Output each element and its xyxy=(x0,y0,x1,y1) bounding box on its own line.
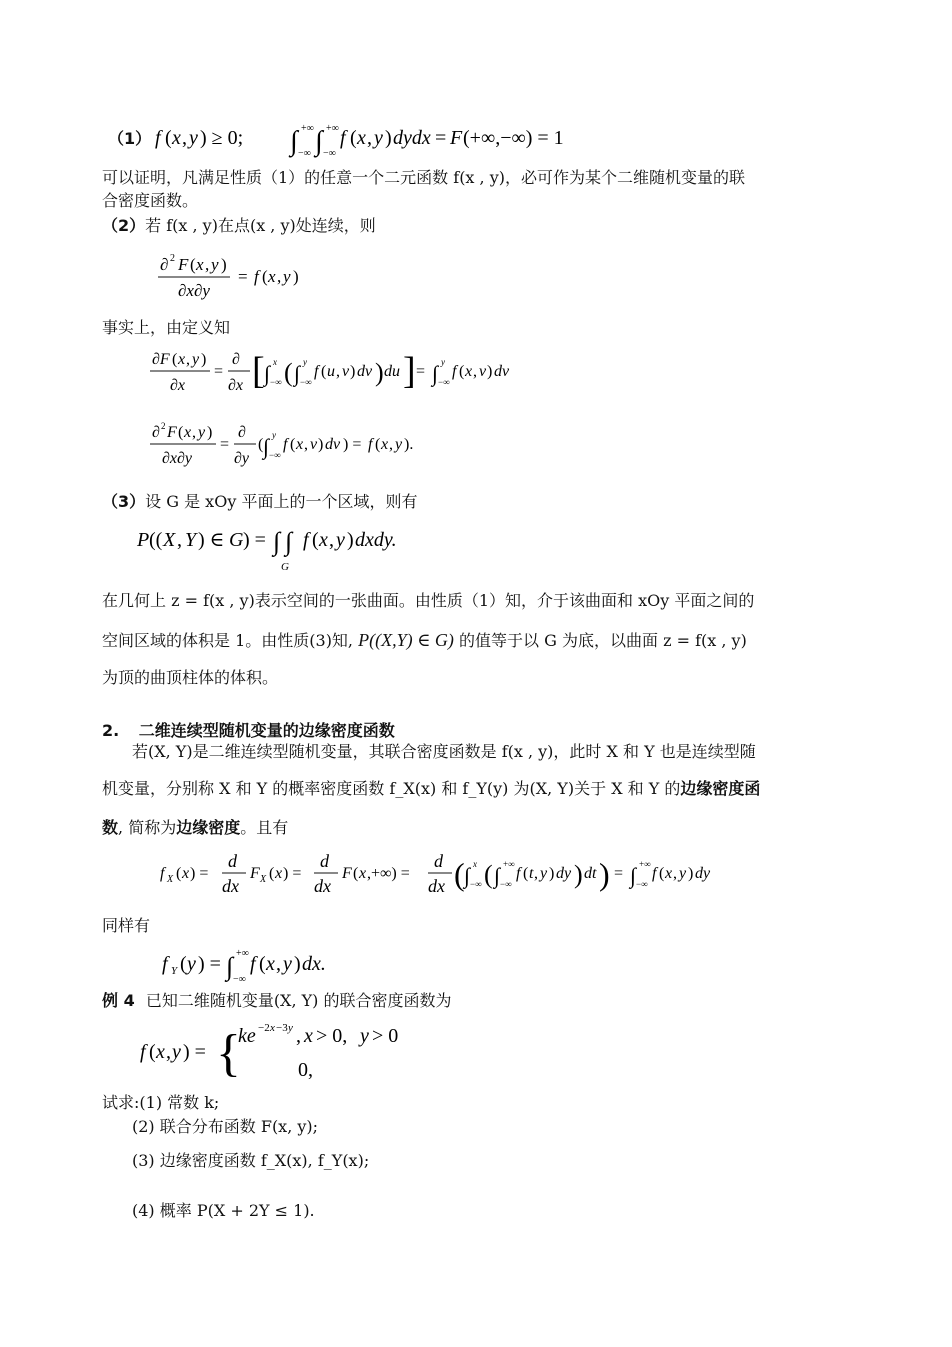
svg-text:,+∞) =: ,+∞) = xyxy=(367,865,410,882)
svg-text:∂F: ∂F xyxy=(152,351,170,368)
svg-text:dy: dy xyxy=(695,865,711,882)
svg-text:,: , xyxy=(329,529,334,551)
task-2: (2) 联合分布函数 F(x, y); xyxy=(132,1117,319,1136)
svg-text:2: 2 xyxy=(161,421,166,431)
svg-text:+∞: +∞ xyxy=(639,859,651,869)
svg-text:f: f xyxy=(340,127,346,149)
svg-text:(: ( xyxy=(375,436,381,453)
svg-text:=: = xyxy=(416,363,426,380)
svg-text:y: y xyxy=(303,357,307,367)
svg-text:∫: ∫ xyxy=(226,952,234,981)
svg-text:x: x xyxy=(465,363,473,380)
svg-text:dv: dv xyxy=(325,436,341,453)
svg-text:dy: dy xyxy=(556,865,572,882)
svg-text:d: d xyxy=(228,851,237,871)
svg-text:) ≥ 0;: ) ≥ 0; xyxy=(200,127,244,149)
svg-text:F: F xyxy=(342,865,352,882)
svg-text:x: x xyxy=(665,865,673,882)
svg-text:(: ( xyxy=(353,865,359,882)
svg-text:).: ). xyxy=(404,436,414,453)
svg-text:,: , xyxy=(367,127,372,149)
svg-text:y: y xyxy=(187,953,196,975)
marginal-line2-b: f_X(x) 和 f_Y(y) 为(X, Y)关于 X 和 Y 的 xyxy=(389,779,681,798)
geometry-line2-formula: P((X,Y) ∈ G) xyxy=(358,630,454,650)
svg-text:−∞: −∞ xyxy=(323,148,336,159)
property3-text: 设 G 是 xOy 平面上的一个区域，则有 xyxy=(145,492,418,511)
svg-text:x: x xyxy=(178,351,186,368)
svg-text:y: y xyxy=(192,351,200,368)
svg-text:) =: ) = xyxy=(198,953,221,975)
svg-text:): ) xyxy=(385,127,392,149)
svg-text:y: y xyxy=(395,436,403,453)
svg-text:(: ( xyxy=(176,865,182,882)
svg-text:): ) xyxy=(574,860,583,889)
svg-text:): ) xyxy=(221,255,227,274)
geometry-line1: 在几何上 z = f(x , y)表示空间的一张曲面。由性质（1）知，介于该曲面和 xOy 平面之间的 xyxy=(102,591,755,610)
svg-text:[: [ xyxy=(252,350,265,392)
svg-text:(: ( xyxy=(262,267,268,286)
svg-text:∫: ∫ xyxy=(273,527,281,556)
fact-text: 事实上，由定义知 xyxy=(102,318,231,337)
svg-text:{: { xyxy=(216,1025,241,1082)
svg-text:∫: ∫ xyxy=(464,863,471,888)
svg-text:x: x xyxy=(172,127,181,149)
svg-text:=: = xyxy=(220,436,230,453)
task-4: (4) 概率 P(X + 2Y ≤ 1). xyxy=(132,1201,315,1220)
svg-text:(: ( xyxy=(523,865,529,882)
eq-marginal-fy xyxy=(160,942,380,986)
svg-text:∂: ∂ xyxy=(160,255,169,274)
svg-text:=: = xyxy=(214,363,224,380)
svg-text:): ) xyxy=(201,351,207,368)
svg-text:(: ( xyxy=(659,865,665,882)
svg-text:ke: ke xyxy=(238,1025,256,1047)
svg-text:−∞: −∞ xyxy=(269,450,281,460)
svg-text:dv: dv xyxy=(357,363,373,380)
svg-text:): ) xyxy=(375,358,384,387)
svg-text:(: ( xyxy=(312,529,319,551)
svg-text:du: du xyxy=(384,363,400,380)
svg-text:0,: 0, xyxy=(298,1059,313,1081)
marginal-line3-a: , 简称为 xyxy=(118,818,177,837)
para1-line1: 可以证明，凡满足性质（1）的任意一个二元函数 f(x , y)，必可作为某个二维随机变量的联 xyxy=(102,168,745,187)
geometry-line2-a: 空间区域的体积是 1。由性质(3)知, xyxy=(102,631,354,650)
svg-text:,: , xyxy=(166,1041,171,1063)
eq-partial-second xyxy=(150,418,470,474)
eq-probability-region xyxy=(135,520,435,574)
svg-text:∂x: ∂x xyxy=(228,377,244,394)
svg-text:x: x xyxy=(268,267,276,286)
svg-text:v: v xyxy=(342,363,350,380)
svg-text:(: ( xyxy=(190,255,196,274)
svg-text:,: , xyxy=(673,865,677,882)
svg-text:f: f xyxy=(368,436,373,453)
svg-text:y: y xyxy=(198,424,206,441)
svg-text:∂: ∂ xyxy=(232,351,240,368)
svg-text:f: f xyxy=(254,267,259,286)
example4-row xyxy=(102,990,452,1012)
task-1: 试求:(1) 常数 k; xyxy=(102,1093,220,1112)
svg-text:F: F xyxy=(450,127,463,149)
svg-text:x: x xyxy=(304,1025,313,1047)
svg-text:d: d xyxy=(434,851,443,871)
svg-text:x: x xyxy=(359,865,367,882)
section2-number: 2. xyxy=(102,721,120,740)
svg-text:∫: ∫ xyxy=(294,361,301,386)
eq-mixed-partial xyxy=(158,250,358,306)
task-3: (3) 边缘密度函数 f_X(x), f_Y(x); xyxy=(132,1151,370,1170)
marginal-term-1: 数 xyxy=(102,818,119,837)
svg-text:=: = xyxy=(614,865,624,882)
svg-text:x: x xyxy=(275,865,283,882)
svg-text:−∞: −∞ xyxy=(470,879,482,889)
svg-text:−3: −3 xyxy=(276,1022,288,1034)
svg-text:(: ( xyxy=(172,351,178,368)
svg-text:(: ( xyxy=(178,424,184,441)
svg-text:dv: dv xyxy=(494,363,510,380)
svg-text:) =: ) = xyxy=(343,436,362,453)
svg-text:): ) xyxy=(350,363,356,380)
svg-text:u: u xyxy=(327,363,335,380)
geometry-line3: 为顶的曲顶柱体的体积。 xyxy=(102,668,279,687)
svg-text:f: f xyxy=(283,436,288,453)
svg-text:G: G xyxy=(229,529,244,551)
svg-text:−∞: −∞ xyxy=(636,879,648,889)
property3-label: （3） xyxy=(102,492,146,511)
svg-text:x: x xyxy=(270,1022,275,1034)
property1-label: （1） xyxy=(108,129,152,148)
svg-text:Y: Y xyxy=(171,965,178,977)
svg-text:−2: −2 xyxy=(258,1022,270,1034)
svg-text:,: , xyxy=(277,267,282,286)
svg-text:f: f xyxy=(140,1041,146,1063)
svg-text:(: ( xyxy=(180,953,187,975)
svg-text:f: f xyxy=(160,865,165,882)
property1-formula xyxy=(155,116,625,160)
marginal-line3 xyxy=(102,817,288,839)
svg-text:(: ( xyxy=(350,127,357,149)
svg-text:) =: ) = xyxy=(190,865,209,882)
svg-text:(: ( xyxy=(484,860,493,889)
svg-text:dx: dx xyxy=(428,876,445,896)
svg-text:X: X xyxy=(163,529,176,551)
svg-text:x: x xyxy=(473,859,477,869)
svg-text:x: x xyxy=(319,529,328,551)
svg-text:(: ( xyxy=(284,358,293,387)
svg-text:(: ( xyxy=(454,856,465,892)
svg-text:(: ( xyxy=(149,1041,156,1063)
svg-text:) =: ) = xyxy=(183,1041,206,1063)
svg-text:=: = xyxy=(435,127,447,149)
svg-text:(: ( xyxy=(258,436,264,453)
svg-text:): ) xyxy=(599,856,610,892)
svg-text:,: , xyxy=(336,363,340,380)
svg-text:) =: ) = xyxy=(243,529,266,551)
svg-text:dxdy.: dxdy. xyxy=(355,529,397,551)
svg-text:∫: ∫ xyxy=(264,361,271,386)
svg-text:y: y xyxy=(172,1041,181,1063)
geometry-line2 xyxy=(102,629,747,652)
svg-text:X: X xyxy=(167,874,174,885)
svg-text:y: y xyxy=(360,1025,369,1047)
svg-text:f: f xyxy=(452,363,457,380)
svg-text:): ) xyxy=(688,865,694,882)
para1-line2: 合密度函数。 xyxy=(102,191,199,210)
svg-text:y: y xyxy=(272,430,276,440)
svg-text:> 0,: > 0, xyxy=(316,1025,348,1047)
marginal-line3-b: 。且有 xyxy=(240,818,289,837)
property1-row xyxy=(108,126,151,149)
svg-text:2: 2 xyxy=(170,253,175,264)
svg-text:x: x xyxy=(357,127,366,149)
marginal-line2 xyxy=(102,778,760,800)
svg-text:y: y xyxy=(679,865,687,882)
svg-text:X: X xyxy=(260,874,267,885)
svg-text:∫: ∫ xyxy=(630,863,637,888)
svg-text:y: y xyxy=(288,1022,293,1034)
example4-label: 例 4 xyxy=(102,991,135,1010)
svg-text:(: ( xyxy=(459,363,465,380)
svg-text:): ) xyxy=(487,363,493,380)
svg-text:−∞: −∞ xyxy=(298,148,311,159)
svg-text:f: f xyxy=(303,529,309,551)
svg-text:+∞: +∞ xyxy=(301,123,314,134)
svg-text:F: F xyxy=(250,865,260,882)
svg-text:−∞: −∞ xyxy=(233,974,246,985)
svg-text:,: , xyxy=(192,424,196,441)
section2-title: 二维连续型随机变量的边缘密度函数 xyxy=(138,721,395,740)
svg-text:F: F xyxy=(178,255,189,274)
svg-text:,: , xyxy=(304,436,308,453)
svg-text:x: x xyxy=(273,357,277,367)
svg-text:(+∞,−∞) = 1: (+∞,−∞) = 1 xyxy=(463,127,564,149)
svg-text:(: ( xyxy=(269,865,275,882)
property3-row xyxy=(102,491,417,513)
svg-text:dt: dt xyxy=(584,865,597,882)
svg-text:dx.: dx. xyxy=(302,953,326,975)
svg-text:,: , xyxy=(534,865,538,882)
section2-heading xyxy=(102,718,395,741)
svg-text:,: , xyxy=(205,255,210,274)
svg-text:∂x∂y: ∂x∂y xyxy=(178,281,210,300)
svg-text:> 0: > 0 xyxy=(372,1025,399,1047)
svg-text:): ) xyxy=(549,865,555,882)
svg-text:): ) xyxy=(294,953,301,975)
svg-text:y: y xyxy=(540,865,548,882)
svg-text:): ) xyxy=(207,424,213,441)
svg-text:Y: Y xyxy=(185,529,197,551)
marginal-line2-a: 机变量，分别称 X 和 Y 的概率密度函数 xyxy=(102,779,385,798)
marginal-line2-bold: 边缘密度函 xyxy=(680,779,761,798)
marginal-line1: 若(X, Y)是二维连续型随机变量，其联合密度函数是 f(x , y)，此时 X 和 Y 也是连续型随 xyxy=(132,742,756,761)
svg-text:=: = xyxy=(238,267,248,286)
svg-text:) ∈: ) ∈ xyxy=(198,529,225,551)
svg-text:,: , xyxy=(182,127,187,149)
svg-text:∂: ∂ xyxy=(152,424,160,441)
svg-text:y: y xyxy=(441,357,445,367)
svg-text:,: , xyxy=(276,953,281,975)
svg-text:x: x xyxy=(196,255,204,274)
svg-text:−∞: −∞ xyxy=(500,879,512,889)
svg-text:v: v xyxy=(479,363,487,380)
svg-text:+∞: +∞ xyxy=(326,123,339,134)
svg-text:∫: ∫ xyxy=(432,361,439,386)
svg-text:∂x: ∂x xyxy=(170,377,186,394)
svg-text:): ) xyxy=(347,529,354,551)
svg-text:x: x xyxy=(182,865,190,882)
svg-text:f: f xyxy=(516,865,521,882)
svg-text:∂x∂y: ∂x∂y xyxy=(162,450,193,467)
svg-text:dx: dx xyxy=(314,876,331,896)
svg-text:v: v xyxy=(310,436,318,453)
svg-text:P: P xyxy=(137,529,150,551)
svg-text:dydx: dydx xyxy=(393,127,431,149)
geometry-line2-c: 的值等于以 G 为底，以曲面 z = f(x , y) xyxy=(459,631,747,650)
svg-text:y: y xyxy=(189,127,198,149)
svg-text:,: , xyxy=(389,436,393,453)
svg-text:∫: ∫ xyxy=(494,863,501,888)
svg-text:∫: ∫ xyxy=(263,434,270,459)
svg-text:G: G xyxy=(281,561,289,573)
svg-text:y: y xyxy=(336,529,345,551)
eq-marginal-fx xyxy=(158,845,758,905)
svg-text:x: x xyxy=(296,436,304,453)
svg-text:(: ( xyxy=(165,127,172,149)
same-text: 同样有 xyxy=(102,916,151,935)
svg-text:,: , xyxy=(186,351,190,368)
svg-text:y: y xyxy=(211,255,219,274)
svg-text:+∞: +∞ xyxy=(236,948,249,959)
svg-text:y: y xyxy=(283,953,292,975)
svg-text:f: f xyxy=(155,127,161,149)
svg-text:): ) xyxy=(318,436,324,453)
svg-text:(: ( xyxy=(259,953,266,975)
svg-text:x: x xyxy=(266,953,275,975)
svg-text:d: d xyxy=(320,851,329,871)
svg-text:y: y xyxy=(283,267,291,286)
svg-text:(: ( xyxy=(321,363,327,380)
svg-text:(: ( xyxy=(290,436,296,453)
svg-text:((: (( xyxy=(149,529,163,551)
svg-text:,: , xyxy=(296,1025,301,1047)
svg-text:f: f xyxy=(162,953,168,975)
svg-text:dx: dx xyxy=(222,876,239,896)
svg-text:,: , xyxy=(177,529,182,551)
property2-row xyxy=(102,215,376,237)
svg-text:∂: ∂ xyxy=(238,424,246,441)
svg-text:−∞: −∞ xyxy=(270,377,282,387)
svg-text:F: F xyxy=(167,424,177,441)
svg-text:∫: ∫ xyxy=(285,527,293,556)
eq-partial-first xyxy=(150,345,550,401)
svg-text:∂y: ∂y xyxy=(234,450,250,467)
svg-text:f: f xyxy=(250,953,256,975)
svg-text:) =: ) = xyxy=(283,865,302,882)
svg-text:y: y xyxy=(374,127,383,149)
svg-text:∫: ∫ xyxy=(315,126,323,157)
marginal-term-2: 边缘密度 xyxy=(176,818,241,837)
svg-text:∫: ∫ xyxy=(290,126,298,157)
svg-text:x: x xyxy=(184,424,192,441)
svg-text:x: x xyxy=(156,1041,165,1063)
svg-text:t: t xyxy=(529,865,534,882)
svg-text:−∞: −∞ xyxy=(438,377,450,387)
svg-text:]: ] xyxy=(403,350,416,392)
svg-text:x: x xyxy=(381,436,389,453)
property2-label: （2） xyxy=(102,216,146,235)
svg-text:f: f xyxy=(314,363,319,380)
eq-piecewise-density xyxy=(138,1016,428,1086)
svg-text:,: , xyxy=(473,363,477,380)
svg-text:−∞: −∞ xyxy=(300,377,312,387)
svg-text:f: f xyxy=(652,865,657,882)
property2-text: 若 f(x , y)在点(x , y)处连续，则 xyxy=(145,216,376,235)
svg-text:): ) xyxy=(293,267,299,286)
example4-text: 已知二维随机变量(X, Y) 的联合密度函数为 xyxy=(145,991,452,1010)
svg-text:+∞: +∞ xyxy=(503,859,515,869)
